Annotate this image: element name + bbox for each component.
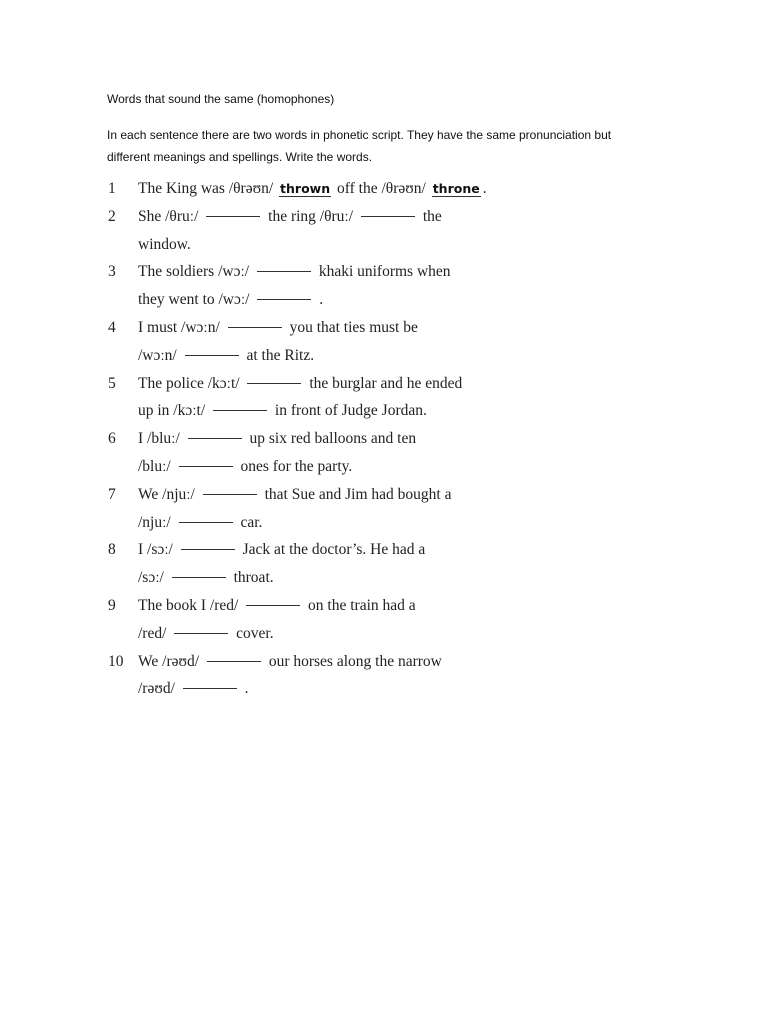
sentence-text: cover. — [236, 624, 274, 642]
exercise-item-1 — [108, 175, 528, 203]
sentence-text: I must /wɔːn/ — [138, 318, 220, 336]
sentence-text: they went to /wɔː/ — [138, 291, 250, 309]
answer-blank[interactable] — [247, 382, 301, 384]
exercise-item-6-cont — [108, 453, 528, 481]
sentence-text: /red/ — [138, 624, 167, 642]
answer-blank[interactable] — [181, 548, 235, 550]
sentence-text: The book I /red/ — [138, 596, 239, 614]
sentence-text: /bluː/ — [138, 457, 171, 475]
sentence-text: khaki uniforms when — [318, 263, 451, 281]
sentence-text: at the Ritz. — [246, 346, 315, 364]
item-number: 1 — [108, 180, 116, 197]
answer-blank[interactable] — [257, 298, 311, 300]
item-number: 9 — [108, 596, 116, 614]
document-title: Words that sound the same (homophones) — [107, 92, 335, 106]
exercise-item-6 — [108, 425, 528, 453]
answer-blank[interactable] — [207, 660, 261, 662]
sentence-text: . — [244, 680, 249, 698]
sentence-text: our horses along the narrow — [268, 652, 442, 670]
sentence-text: /rəʊd/ — [138, 680, 175, 698]
answer-blank[interactable] — [257, 270, 311, 272]
item-number: 4 — [108, 318, 116, 336]
sentence-text: up six red balloons and ten — [249, 430, 417, 448]
sentence-text: . — [482, 180, 487, 197]
answer-blank[interactable] — [361, 215, 415, 217]
sentence-text: . — [319, 291, 324, 309]
exercise-item-3 — [108, 258, 528, 286]
exercise-item-3-cont — [108, 286, 528, 314]
exercise-item-9 — [108, 592, 528, 620]
answer-blank[interactable] — [183, 687, 237, 689]
sentence-text: off the /θrəʊn/ — [337, 180, 426, 197]
exercise-item-8-cont — [108, 564, 528, 592]
sentence-text: you that ties must be — [289, 318, 418, 336]
sentence-text: the — [422, 207, 442, 225]
exercise-item-9-cont — [108, 620, 528, 648]
item-number: 7 — [108, 485, 116, 503]
instruction-line: different meanings and spellings. Write the words. — [107, 150, 373, 164]
item-number: 2 — [108, 207, 116, 225]
sentence-text: throat. — [233, 569, 274, 587]
exercise-item-4 — [108, 314, 528, 342]
sentence-text: on the train had a — [308, 596, 416, 614]
answer-blank[interactable] — [188, 437, 242, 439]
answer-blank[interactable] — [203, 493, 257, 495]
sentence-text: car. — [240, 513, 263, 531]
sentence-text: Jack at the doctor’s. He had a — [242, 541, 426, 559]
exercise-item-4-cont — [108, 342, 528, 370]
sentence-text: ones for the party. — [240, 457, 353, 475]
sentence-text: the ring /θruː/ — [268, 207, 354, 225]
sentence-text: We /njuː/ — [138, 485, 195, 503]
instruction-line: In each sentence there are two words in phonetic script. They have the same pronunciation but — [107, 128, 612, 142]
exercise-item-5-cont — [108, 397, 528, 425]
answer-blank[interactable] — [172, 576, 226, 578]
item-number: 3 — [108, 263, 116, 281]
sentence-text: in front of Judge Jordan. — [274, 402, 427, 420]
item-number: 8 — [108, 541, 116, 559]
sentence-text: She /θruː/ — [138, 207, 199, 225]
sentence-text: /wɔːn/ — [138, 346, 177, 364]
answer-blank[interactable] — [179, 465, 233, 467]
sentence-text: /njuː/ — [138, 513, 171, 531]
exercise-item-5 — [108, 370, 528, 398]
answer-blank[interactable] — [228, 326, 282, 328]
exercise-item-7-cont — [108, 509, 528, 537]
sentence-text: that Sue and Jim had bought a — [264, 485, 452, 503]
sentence-text: I /sɔː/ — [138, 541, 173, 559]
answer-filled: thrown — [280, 181, 331, 196]
exercise-list — [108, 175, 528, 703]
answer-filled: throne — [432, 181, 480, 196]
sentence-text: The police /kɔːt/ — [138, 374, 240, 392]
item-number: 5 — [108, 374, 116, 392]
answer-blank[interactable] — [206, 215, 260, 217]
sentence-text: I /bluː/ — [138, 430, 180, 448]
exercise-item-10-cont — [108, 675, 528, 703]
instructions — [107, 124, 667, 168]
sentence-text: the burglar and he ended — [309, 374, 463, 392]
exercise-item-2 — [108, 203, 528, 231]
sentence-text: /sɔː/ — [138, 569, 164, 587]
sentence-text: up in /kɔːt/ — [138, 402, 206, 420]
sentence-text: The King was /θrəʊn/ — [138, 180, 274, 197]
sentence-text: We /rəʊd/ — [138, 652, 200, 670]
exercise-item-10 — [108, 648, 528, 676]
sentence-text: window. — [138, 235, 191, 253]
exercise-item-2-cont — [108, 231, 528, 259]
answer-blank[interactable] — [213, 409, 267, 411]
answer-blank[interactable] — [179, 521, 233, 523]
exercise-item-8 — [108, 536, 528, 564]
answer-blank[interactable] — [185, 354, 239, 356]
answer-blank[interactable] — [174, 632, 228, 634]
answer-blank[interactable] — [246, 604, 300, 606]
sentence-text: The soldiers /wɔː/ — [138, 263, 250, 281]
item-number: 6 — [108, 430, 116, 448]
exercise-item-7 — [108, 481, 528, 509]
item-number: 10 — [108, 652, 124, 670]
